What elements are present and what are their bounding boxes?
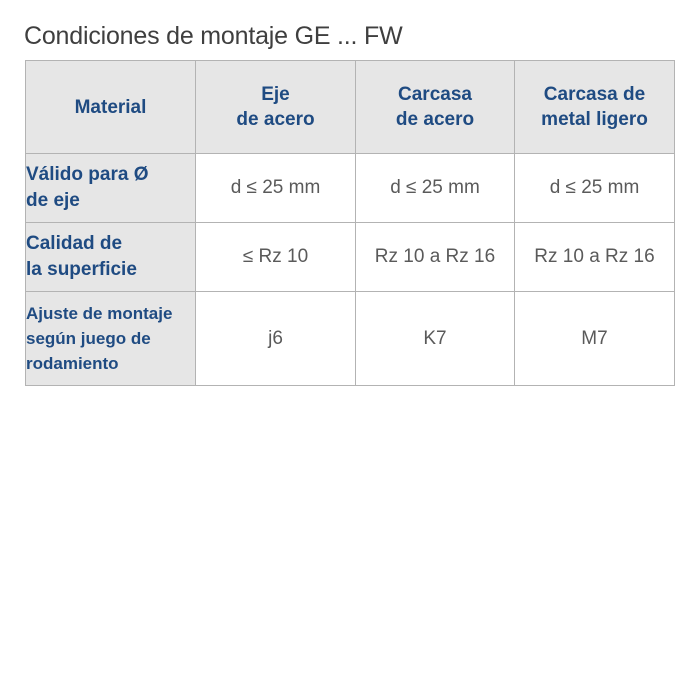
table-cell: j6	[196, 292, 356, 386]
page-title: Condiciones de montaje GE ... FW	[24, 22, 403, 50]
row-header-surface-quality: Calidad de la superficie	[26, 223, 196, 292]
table-cell: d ≤ 25 mm	[356, 154, 515, 223]
table-cell: K7	[356, 292, 515, 386]
table-row	[26, 154, 675, 223]
row-header-mounting-fit: Ajuste de montaje según juego de rodamiento	[26, 292, 196, 386]
table-cell: d ≤ 25 mm	[196, 154, 356, 223]
column-header-material: Material	[26, 61, 196, 154]
table-row	[26, 292, 675, 386]
mounting-conditions-table	[25, 60, 675, 386]
table-cell: Rz 10 a Rz 16	[356, 223, 515, 292]
table-row	[26, 223, 675, 292]
table-cell: d ≤ 25 mm	[515, 154, 675, 223]
column-header-steel-housing: Carcasa de acero	[356, 61, 515, 154]
row-header-shaft-diameter: Válido para Ø de eje	[26, 154, 196, 223]
table-cell: Rz 10 a Rz 16	[515, 223, 675, 292]
table-cell: M7	[515, 292, 675, 386]
table-header-row	[26, 61, 675, 154]
column-header-light-metal-housing: Carcasa de metal ligero	[515, 61, 675, 154]
table-cell: ≤ Rz 10	[196, 223, 356, 292]
column-header-steel-shaft: Eje de acero	[196, 61, 356, 154]
